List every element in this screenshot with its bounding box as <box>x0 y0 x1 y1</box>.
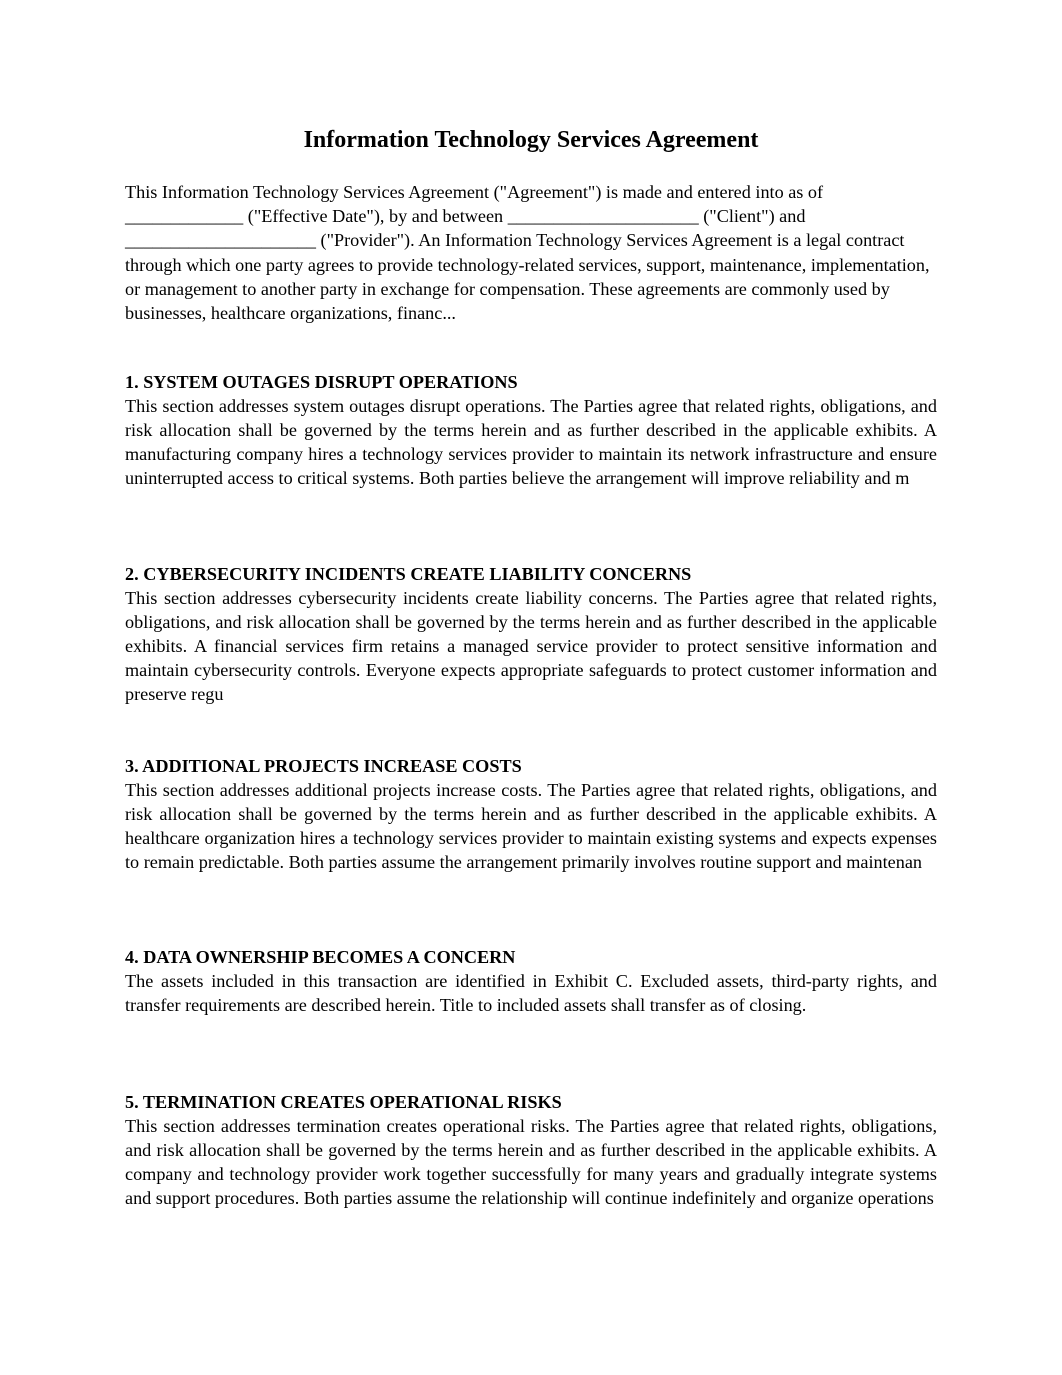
section-heading: 4. DATA OWNERSHIP BECOMES A CONCERN <box>125 947 516 967</box>
section-body: The assets included in this transaction are identified in Exhibit C. Excluded assets, third-party rights, and transfer requirements are described herein. Title to included assets shall transfer as of closing. <box>125 971 937 1016</box>
section-4 <box>125 945 937 1017</box>
section-heading: 1. SYSTEM OUTAGES DISRUPT OPERATIONS <box>125 372 518 392</box>
section-5 <box>125 1090 937 1210</box>
section-body: This section addresses system outages disrupt operations. The Parties agree that related rights, obligations, and risk allocation shall be governed by the terms herein and as further described in the applicable exhibits. A manufacturing company hires a technology services provider to maintain its network infrastructure and ensure uninterrupted access to critical systems. Both parties believe the arrangement will improve reliability and m <box>125 396 937 489</box>
section-body: This section addresses termination creates operational risks. The Parties agree that related rights, obligations, and risk allocation shall be governed by the terms herein and as further described in the applicable exhibits. A company and technology provider work together successfully for many years and gradually integrate systems and support procedures. Both parties assume the relationship will continue indefinitely and organize operations <box>125 1116 937 1209</box>
section-body: This section addresses cybersecurity incidents create liability concerns. The Parties agree that related rights, obligations, and risk allocation shall be governed by the terms herein and as further described in the applicable exhibits. A financial services firm retains a managed service provider to protect sensitive information and maintain cybersecurity controls. Everyone expects appropriate safeguards to protect customer information and preserve regu <box>125 588 937 705</box>
section-1 <box>125 370 937 490</box>
section-body: This section addresses additional projects increase costs. The Parties agree that related rights, obligations, and risk allocation shall be governed by the terms herein and as further described in the applicable exhibits. A healthcare organization hires a technology services provider to maintain existing systems and expects expenses to remain predictable. Both parties assume the arrangement primarily involves routine support and maintenan <box>125 780 937 873</box>
section-3 <box>125 754 937 874</box>
intro-paragraph: This Information Technology Services Agreement ("Agreement") is made and entered into as of _____________ ("Effective Date"), by and between _____________________ ("Client") and _____________________ ("Provider"). An Information Technology Services Agreement is a legal contract through which one party agrees to provide technology-related services, support, maintenance, implementation, or management to another party in exchange for compensation. These agreements are commonly used by businesses, healthcare organizations, financ... <box>125 182 930 324</box>
section-heading: 3. ADDITIONAL PROJECTS INCREASE COSTS <box>125 756 522 776</box>
section-heading: 5. TERMINATION CREATES OPERATIONAL RISKS <box>125 1092 562 1112</box>
document-title: Information Technology Services Agreement <box>303 127 759 153</box>
section-heading: 2. CYBERSECURITY INCIDENTS CREATE LIABILITY CONCERNS <box>125 564 692 584</box>
section-2 <box>125 562 937 706</box>
